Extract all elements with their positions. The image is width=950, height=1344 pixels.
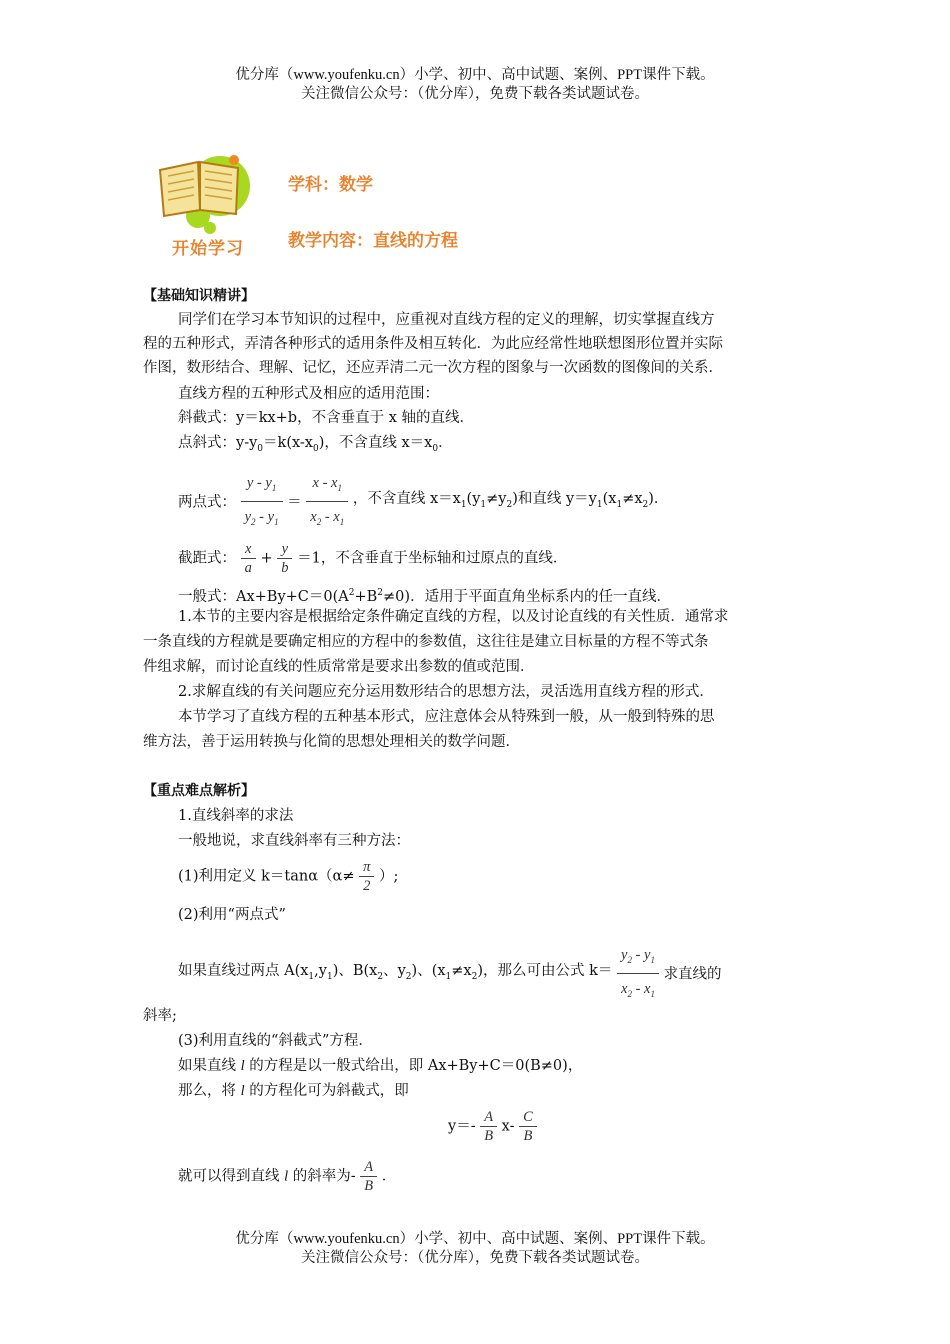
method-3-text: 如果直线 l 的方程是以一般式给出，即 Ax+By+C＝0(B≠0)，	[178, 1058, 583, 1074]
paragraph-line: 1.直线斜率的求法	[178, 808, 294, 824]
paragraph-line: 同学们在学习本节知识的过程中，应重视对直线方程的定义的理解，切实掌握直线方	[178, 312, 715, 328]
logo-caption: 开始学习	[172, 239, 244, 259]
paragraph-line: 直线方程的五种形式及相应的适用范围：	[178, 386, 439, 402]
paragraph-line: 本节学习了直线方程的五种基本形式，应注意体会从特殊到一般，从一般到特殊的思	[178, 709, 715, 725]
paragraph-line: 一条直线的方程就是要确定相应的方程中的参数值，这往往是建立目标量的方程不等式条	[143, 634, 709, 650]
section-title-key-points: 【重点难点解析】	[143, 783, 255, 799]
footer-line-2: 关注微信公众号：（优分库），免费下载各类试题试卷。	[301, 1250, 649, 1266]
method-3-text: 那么，将 l 的方程化可为斜截式，即	[178, 1083, 409, 1099]
intercept-form: 截距式： $\frac{x}{a}$ + $\frac{y}{b}$ ＝1，不含垂直于坐标轴和过原点的直线．	[178, 541, 568, 576]
section-title-basics: 【基础知识精讲】	[143, 288, 255, 304]
paragraph-line: 程的五种形式，弄清各种形式的适用条件及相互转化．为此应经常性地联想图形位置并实际	[143, 336, 723, 352]
fraction: $\frac{\pi}{2}$	[359, 858, 374, 895]
paragraph-line: 件组求解，而讨论直线的性质常常是要求出参数的值或范围．	[143, 659, 535, 675]
fraction: $\frac{y}{b}$	[277, 540, 292, 577]
fraction: $\frac{y - y_1}{y_2 - y_1}$	[241, 472, 283, 533]
method-1: (1)利用定义 k＝tanα（α≠ $\frac{\pi}{2}$ ）;	[178, 859, 399, 894]
paragraph-line: 维方法，善于运用转换与化简的思想处理相关的数学问题．	[143, 734, 520, 750]
paragraph-line: 作图，数形结合、理解、记忆，还应弄清二元一次方程的图象与一次函数的图像间的关系．	[143, 360, 723, 376]
footer-line-1: 优分库（www.youfenku.cn）小学、初中、高中试题、案例、PPT课件下载。	[235, 1231, 715, 1247]
content-title: 教学内容：直线的方程	[288, 231, 458, 251]
method-2-text: 如果直线过两点 $A(x_1,y_1)$、$B(x_2$、$y_2$)、$(x_1\ne x_2)$，那么可由公式 k＝ $\frac{y_2 - y_1}{x_2 - x_1}$ 求直线的	[178, 944, 722, 1005]
fraction: $\frac{A}{B}$	[480, 1108, 497, 1145]
fraction: $\frac{y_2 - y_1}{x_2 - x_1}$	[617, 944, 659, 1005]
subject-label: 学科：数学	[288, 175, 373, 195]
point-slope-form: 点斜式：$y-y_0=k(x-x_0)$，不含直线 $x=x_0$．	[178, 435, 453, 454]
paragraph-line: 2.求解直线的有关问题应充分运用数形结合的思想方法，灵活选用直线方程的形式．	[178, 684, 714, 700]
paragraph-line: 一般地说，求直线斜率有三种方法：	[178, 833, 410, 849]
slope-result: 就可以得到直线 l 的斜率为- $\frac{A}{B}$ ．	[178, 1159, 397, 1194]
slope-intercept-equation: y＝- $\frac{A}{B}$ x- $\frac{C}{B}$	[448, 1108, 537, 1145]
two-point-form: 两点式： $\frac{y - y_1}{y_2 - y_1}$ ＝ $\frac{x - x_1}{x_2 - x_1}$ ，不含直线 $x=x_1(y_1\ne y_2)$和直线 $y=y_1(x_1\ne x_2)$．	[178, 472, 668, 533]
method-2: (2)利用“两点式”	[178, 907, 286, 923]
fraction: $\frac{C}{B}$	[519, 1108, 537, 1145]
fraction: $\frac{x}{a}$	[241, 540, 256, 577]
method-3: (3)利用直线的“斜截式”方程．	[178, 1033, 373, 1049]
paragraph-line: 斜率;	[143, 1008, 177, 1024]
header-line-2: 关注微信公众号：（优分库），免费下载各类试题试卷。	[301, 86, 649, 102]
paragraph-line: 1.本节的主要内容是根据给定条件确定直线的方程，以及讨论直线的有关性质．通常求	[178, 609, 729, 625]
book-logo	[150, 148, 260, 263]
fraction: $\frac{A}{B}$	[360, 1158, 377, 1195]
general-form: 一般式：$Ax+By+C=0(A^2+B^2\ne 0)$．适用于平面直角坐标系内的任一直线．	[178, 588, 672, 605]
fraction: $\frac{x - x_1}{x_2 - x_1}$	[306, 472, 348, 533]
header-line-1: 优分库（www.youfenku.cn）小学、初中、高中试题、案例、PPT课件下载。	[235, 67, 715, 83]
slope-intercept-form: 斜截式：y＝kx+b，不含垂直于 x 轴的直线．	[178, 410, 474, 426]
